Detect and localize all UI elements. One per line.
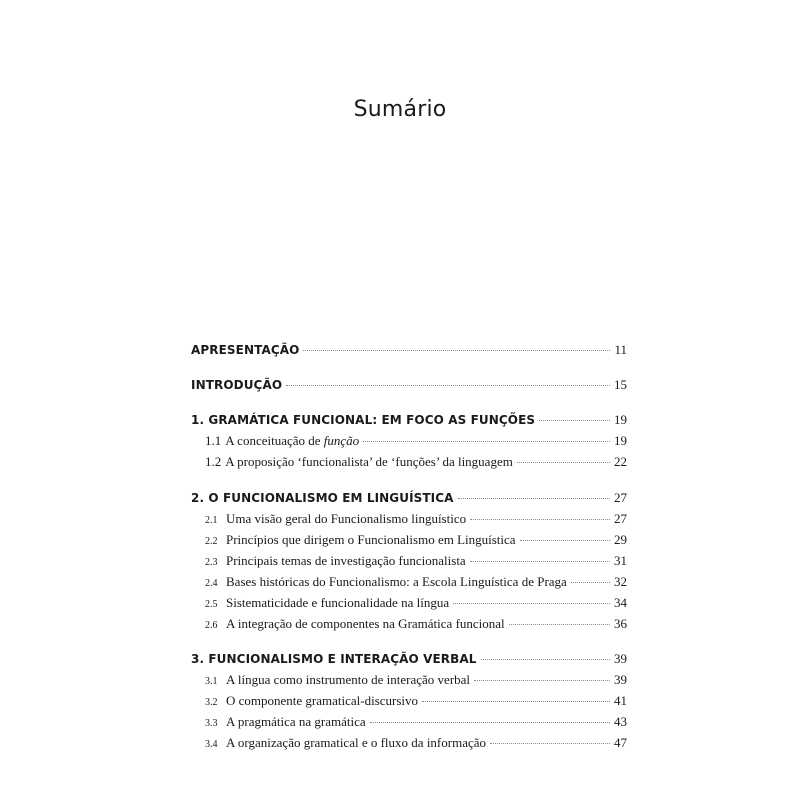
toc-section-number: 3.4 — [205, 739, 218, 750]
dot-leader — [422, 701, 610, 702]
toc-page-number: 47 — [614, 735, 627, 750]
dot-leader — [470, 519, 610, 520]
toc-entry-label: Uma visão geral do Funcionalismo linguístico — [226, 511, 467, 526]
toc-page-number: 19 — [614, 433, 627, 448]
toc-entry-label: O componente gramatical-discursivo — [226, 693, 419, 708]
toc-entry-2-1[interactable] — [191, 509, 627, 529]
dot-leader — [509, 624, 610, 625]
dot-leader — [481, 659, 610, 660]
toc-page-number: 15 — [614, 377, 627, 392]
toc-section-number: 2.3 — [205, 557, 218, 568]
toc-section-number: 2.1 — [205, 515, 218, 526]
toc-entry-introducao[interactable] — [191, 375, 627, 395]
toc-entry-label: Bases históricas do Funcionalismo: a Escola Linguística de Praga — [226, 574, 567, 589]
toc-entry-3-3[interactable] — [191, 712, 627, 732]
dot-leader — [539, 420, 610, 421]
toc-entry-1-1[interactable] — [191, 431, 627, 451]
toc-entry-label: INTRODUÇÃO — [191, 378, 283, 392]
toc-entry-label: APRESENTAÇÃO — [191, 343, 300, 357]
toc-entry-apresentacao[interactable] — [191, 340, 627, 360]
toc-entry-label: Sistematicidade e funcionalidade na língua — [226, 595, 450, 610]
dot-leader — [571, 582, 610, 583]
toc-page-number: 43 — [614, 714, 627, 729]
toc-page-number: 27 — [614, 490, 627, 505]
dot-leader — [517, 462, 610, 463]
toc-section-number: 1.1 — [205, 433, 222, 448]
toc-entry-label: Principais temas de investigação funcionalista — [226, 553, 466, 568]
toc-page-number: 32 — [614, 574, 627, 589]
dot-leader — [490, 743, 610, 744]
toc-entry-chapter-2[interactable] — [191, 488, 627, 508]
toc-entry-1-2[interactable] — [191, 452, 627, 472]
toc-section-number: 3.3 — [205, 718, 218, 729]
toc-section-number: 2.4 — [205, 578, 218, 589]
toc-page-number: 36 — [614, 616, 627, 631]
toc-entry-label: A conceituação de função — [225, 433, 360, 448]
dot-leader — [520, 540, 610, 541]
toc-page-number: 31 — [614, 553, 627, 568]
toc-entry-3-1[interactable] — [191, 670, 627, 690]
toc-entry-2-3[interactable] — [191, 551, 627, 571]
toc-section-number: 2.2 — [205, 536, 218, 547]
toc-entry-label: 2. O FUNCIONALISMO EM LINGUÍSTICA — [191, 491, 454, 505]
toc-entry-chapter-1[interactable] — [191, 410, 627, 430]
toc-entry-chapter-3[interactable] — [191, 649, 627, 669]
toc-page-number: 39 — [614, 651, 627, 666]
toc-page-number: 29 — [614, 532, 627, 547]
dot-leader — [470, 561, 610, 562]
toc-entry-label: A proposição ‘funcionalista’ de ‘funções’ da linguagem — [225, 454, 513, 469]
page-title: Sumário — [353, 96, 447, 122]
dot-leader — [458, 498, 610, 499]
toc-page-number: 34 — [614, 595, 627, 610]
toc-entry-3-4[interactable] — [191, 733, 627, 753]
toc-entry-2-2[interactable] — [191, 530, 627, 550]
dot-leader — [303, 350, 610, 351]
toc-entry-2-5[interactable] — [191, 593, 627, 613]
toc-entry-3-2[interactable] — [191, 691, 627, 711]
toc-entry-label: 3. FUNCIONALISMO E INTERAÇÃO VERBAL — [191, 652, 477, 666]
dot-leader — [286, 385, 610, 386]
toc-section-number: 3.2 — [205, 697, 218, 708]
dot-leader — [363, 441, 610, 442]
toc-page-number: 19 — [614, 412, 627, 427]
toc-page-number: 39 — [614, 672, 627, 687]
toc-entry-label: Princípios que dirigem o Funcionalismo em Linguística — [226, 532, 516, 547]
toc-entry-label: A pragmática na gramática — [226, 714, 366, 729]
dot-leader — [453, 603, 610, 604]
toc-page-number: 41 — [614, 693, 627, 708]
toc-page-number: 11 — [614, 342, 627, 357]
toc-entry-2-4[interactable] — [191, 572, 627, 592]
toc-section-number: 2.6 — [205, 620, 218, 631]
toc-section-number: 2.5 — [205, 599, 218, 610]
toc-entry-label: 1. GRAMÁTICA FUNCIONAL: EM FOCO AS FUNÇÕES — [191, 413, 536, 427]
toc-entry-2-6[interactable] — [191, 614, 627, 634]
toc-section-number: 3.1 — [205, 676, 218, 687]
toc-entry-label: A organização gramatical e o fluxo da informação — [226, 735, 487, 750]
dot-leader — [370, 722, 610, 723]
toc-page-number: 27 — [614, 511, 627, 526]
toc-entry-label: A língua como instrumento de interação verbal — [226, 672, 471, 687]
toc-entry-label: A integração de componentes na Gramática funcional — [226, 616, 505, 631]
toc-page-number: 22 — [614, 454, 627, 469]
toc-section-number: 1.2 — [205, 454, 222, 469]
dot-leader — [474, 680, 610, 681]
emphasis-text: função — [323, 433, 360, 448]
